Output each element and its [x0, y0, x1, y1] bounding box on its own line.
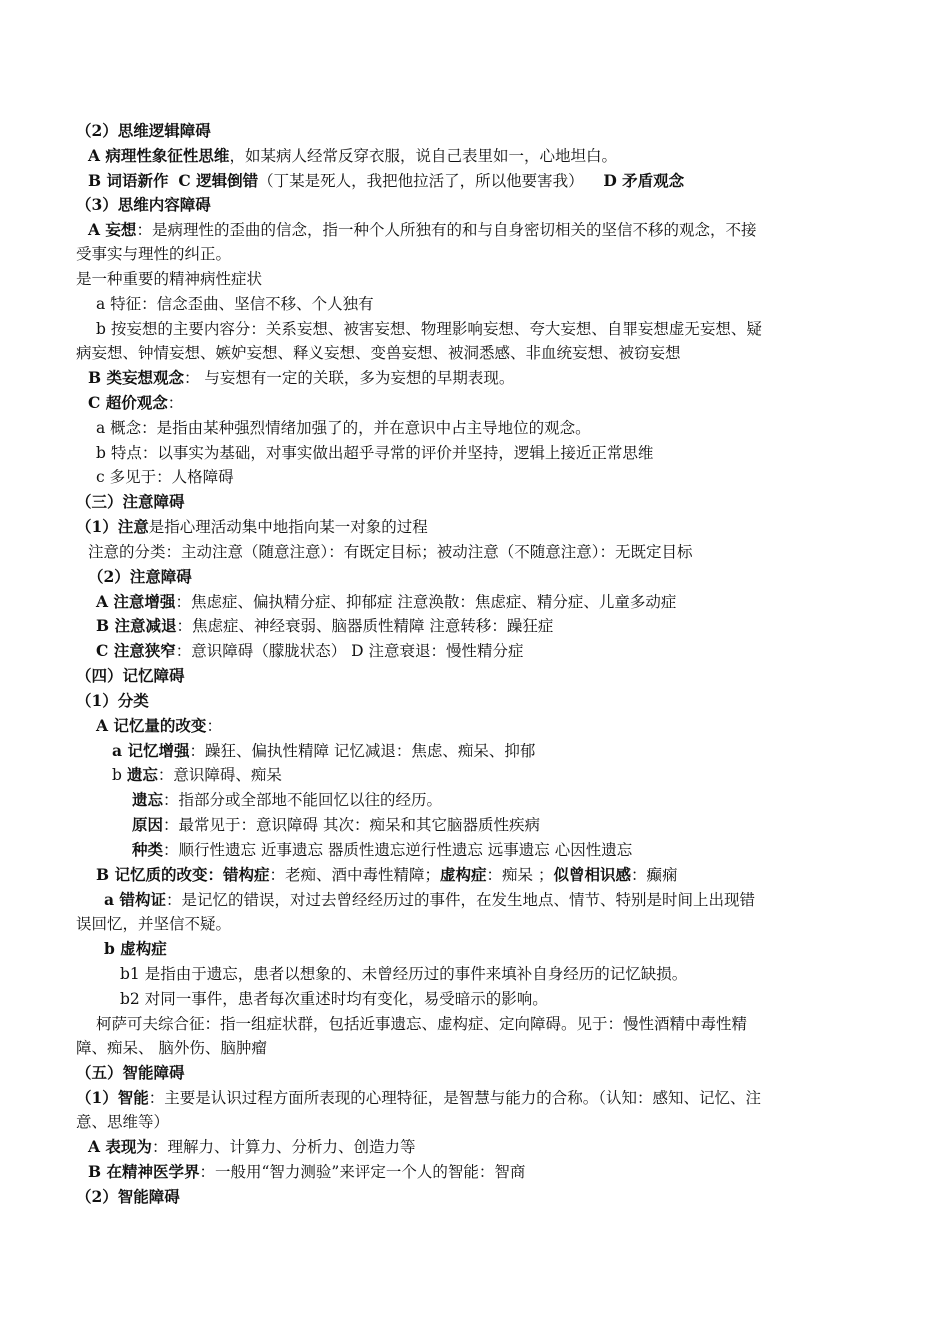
overvalued-concept: a 概念：是指由某种强烈情绪加强了的，并在意识中占主导地位的观念。	[96, 419, 591, 437]
heading-logic-disorder: （2）思维逻辑障碍	[76, 121, 211, 140]
quasi-label: B 类妄想观念	[88, 368, 184, 387]
logic-bcd-line	[88, 170, 684, 192]
paramnesia-text-1: ：是记忆的错误，对过去曾经经历过的事件，在发生地点、情节、特别是时间上出现错	[165, 891, 755, 909]
amnesia-def-label: 遗忘	[132, 790, 164, 809]
intelligence-a-line	[88, 1136, 415, 1158]
delusion-feature: a 特征：信念歪曲、坚信不移、个人独有	[96, 295, 374, 313]
logic-a-text: ，如某病人经常反穿衣服，说自己表里如一，心地坦白。	[229, 147, 617, 165]
amnesia-line	[112, 764, 282, 786]
amnesia-types	[132, 839, 632, 861]
amnesia-label: 遗忘	[126, 765, 158, 784]
quasi-delusion-line	[88, 367, 514, 389]
heading-content-disorder: （3）思维内容障碍	[76, 195, 211, 214]
attention-a-text: ：焦虑症、偏执精分症、抑郁症 注意涣散：焦虑症、精分症、儿童多动症	[175, 593, 677, 611]
intelligence-a-text: ：理解力、计算力、分析力、创造力等	[151, 1138, 416, 1156]
paramnesia-line-1	[104, 889, 755, 911]
heading-attention-2: （2）注意障碍	[88, 567, 192, 586]
delusion-label: A 妄想	[88, 220, 137, 239]
attention-b-line	[96, 615, 553, 637]
logic-a-label: A 病理性象征性思维	[88, 146, 230, 165]
delusion-line-2: 受事实与理性的纠正。	[76, 245, 232, 263]
amnesia-definition	[132, 789, 442, 811]
delusion-line-3: 是一种重要的精神病性症状	[76, 270, 263, 288]
memory-quality-text-3: ：癫痫	[630, 866, 678, 884]
intelligence-b-text: ：一般用“智力测验”来评定一个人的智能：智商	[199, 1163, 526, 1181]
overvalued-seen-in: c 多见于：人格障碍	[96, 468, 234, 486]
memory-quantity-label: A 记忆量的改变	[96, 716, 207, 735]
intelligence-b-line	[88, 1161, 525, 1183]
confabulation-b1: b1 是指由于遗忘，患者以想象的、未曾经历过的事件来填补自身经历的记忆缺损。	[120, 965, 688, 983]
attention-definition	[76, 516, 428, 538]
memory-quality-text-2: ：痴呆 ；	[486, 866, 554, 884]
paramnesia-line-2: 误回忆，并坚信不疑。	[76, 915, 232, 933]
delusion-types-1: b 按妄想的主要内容分：关系妄想、被害妄想、物理影响妄想、夸大妄想、自罪妄想虚无妄想、疑	[96, 320, 762, 338]
overvalued-feature: b 特点：以事实为基础，对事实做出超乎寻常的评价并坚持，逻辑上接近正常思维	[96, 444, 654, 462]
memory-quality-line	[96, 864, 678, 886]
delusion-line-1	[88, 219, 756, 241]
heading-memory-disorder: （四）记忆障碍	[76, 666, 185, 685]
overvalued-colon: ：	[167, 394, 184, 412]
intelligence-text-1: ：主要是认识过程方面所表现的心理特征，是智慧与能力的合称。（认知：感知、记忆、注	[148, 1089, 762, 1107]
attention-classification: 注意的分类：主动注意（随意注意）：有既定目标；被动注意（不随意注意）：无既定目标	[88, 543, 693, 561]
memory-quantity-heading	[96, 715, 222, 737]
heading-intelligence-2: （2）智能障碍	[76, 1187, 180, 1206]
attention-a-line	[96, 591, 676, 613]
amnesia-cause-text: ：最常见于：意识障碍 其次：痴呆和其它脑器质性疾病	[163, 816, 540, 834]
logic-c-text: （丁某是死人，我把他拉活了，所以他要害我）	[258, 172, 584, 190]
attention-text: 是指心理活动集中地指向某一对象的过程	[148, 518, 428, 536]
korsakoff-line-1: 柯萨可夫综合征：指一组症状群，包括近事遗忘、虚构症、定向障碍。见于：慢性酒精中毒性精	[96, 1015, 748, 1033]
delusion-text-1: ：是病理性的歪曲的信念，指一种个人所独有的和与自身密切相关的坚信不移的观念，不接	[136, 221, 757, 239]
quasi-text: ： 与妄想有一定的关联，多为妄想的早期表现。	[184, 369, 515, 387]
confabulation-label: 虚构症	[440, 865, 487, 884]
intelligence-definition-1	[76, 1087, 761, 1109]
attention-c-label: C 注意狭窄	[96, 641, 176, 660]
heading-attention-disorder: （三）注意障碍	[76, 492, 185, 511]
overvalued-heading	[88, 392, 183, 414]
intelligence-a-label: A 表现为	[88, 1137, 152, 1156]
memory-quality-text-1: ：老痴、酒中毒性精障；	[269, 866, 441, 884]
memory-quality-label: B 记忆质的改变：错构症	[96, 865, 270, 884]
memory-increase-line	[112, 740, 535, 762]
amnesia-text: ：意识障碍、痴呆	[157, 766, 282, 784]
heading-intelligence-disorder: （五）智能障碍	[76, 1063, 185, 1082]
delusion-types-2: 病妄想、钟情妄想、嫉妒妄想、释义妄想、变兽妄想、被洞悉感、非血统妄想、被窃妄想	[76, 344, 681, 362]
korsakoff-line-2: 障、痴呆、 脑外伤、脑肿瘤	[76, 1039, 267, 1057]
attention-b-text: ：焦虑症、神经衰弱、脑器质性精障 注意转移：躁狂症	[176, 617, 554, 635]
intelligence-b-label: B 在精神医学界	[88, 1162, 200, 1181]
attention-a-label: A 注意增强	[96, 592, 176, 611]
amnesia-prefix: b	[112, 766, 127, 784]
attention-c-text: ：意识障碍（朦胧状态） D 注意衰退：慢性精分症	[175, 642, 524, 660]
paramnesia-label: a 错构证	[104, 890, 166, 909]
confabulation-heading: b 虚构症	[104, 939, 167, 958]
amnesia-type-text: ：顺行性遗忘 近事遗忘 器质性遗忘逆行性遗忘 远事遗忘 心因性遗忘	[163, 841, 633, 859]
logic-c-label: C 逻辑倒错	[178, 171, 259, 190]
amnesia-def-text: ：指部分或全部地不能回忆以往的经历。	[163, 791, 443, 809]
logic-b-label: B 词语新作	[88, 171, 169, 190]
memory-increase-label: a 记忆增强	[112, 741, 190, 760]
memory-classification: （1）分类	[76, 691, 149, 710]
attention-c-line	[96, 640, 524, 662]
intelligence-label: （1）智能	[76, 1088, 149, 1107]
logic-d-label: D 矛盾观念	[603, 171, 685, 190]
logic-a-line	[88, 145, 617, 167]
amnesia-type-label: 种类	[132, 840, 164, 859]
attention-label: （1）注意	[76, 517, 149, 536]
deja-vu-label: 似曾相识感	[553, 865, 631, 884]
attention-b-label: B 注意减退	[96, 616, 177, 635]
amnesia-cause	[132, 814, 540, 836]
memory-increase-text: ：躁狂、偏执性精障 记忆减退：焦虑、痴呆、抑郁	[189, 742, 536, 760]
overvalued-label: C 超价观念	[88, 393, 168, 412]
memory-quantity-colon: ：	[206, 717, 222, 735]
confabulation-b2: b2 对同一事件，患者每次重述时均有变化，易受暗示的影响。	[120, 990, 548, 1008]
amnesia-cause-label: 原因	[132, 815, 164, 834]
intelligence-definition-2: 意、思维等）	[76, 1113, 170, 1131]
